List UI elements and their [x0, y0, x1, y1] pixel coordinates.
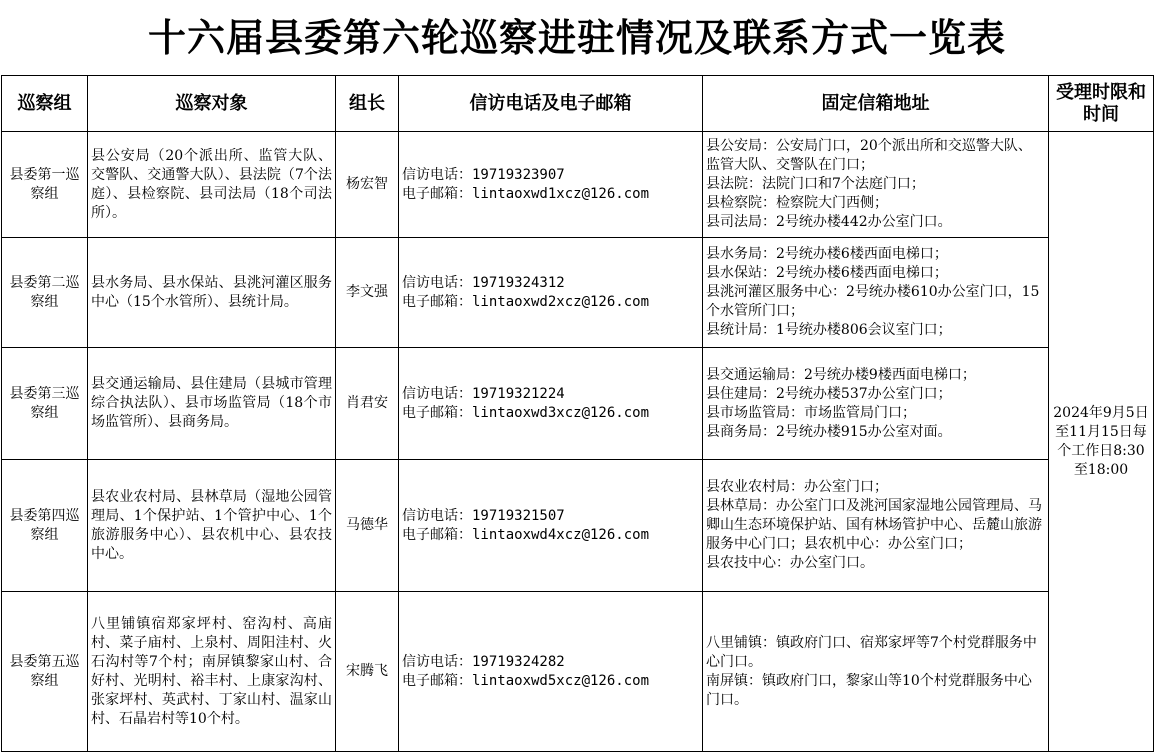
address-cell: [703, 238, 1049, 348]
address-line: 县水务局：2号统办楼6楼西面电梯口；: [706, 246, 948, 262]
email-link[interactable]: 电子邮箱：lintaoxwd1xcz@126.com: [402, 185, 650, 202]
address-cell: [703, 132, 1049, 238]
contact-cell: [399, 348, 703, 460]
address-line: 县司法局：2号统办楼442办公室门口。: [706, 214, 952, 230]
address-line: 县住建局：2号统办楼537办公室门口；: [706, 385, 952, 402]
address-line: 南屏镇：镇政府门口，黎家山等10个村党群服务中心门口。: [706, 672, 1032, 708]
header-time: 受理时限和时间: [1049, 76, 1154, 132]
email-link[interactable]: 电子邮箱：lintaoxwd2xcz@126.com: [402, 293, 650, 310]
address-cell: [703, 592, 1049, 752]
header-address: 固定信箱地址: [703, 76, 1049, 132]
phone-text: 信访电话：19719321507: [402, 507, 565, 524]
group-cell: 县委第一巡察组: [2, 132, 88, 238]
contact-cell: [399, 460, 703, 592]
group-cell: 县委第五巡察组: [2, 592, 88, 752]
table-row: [2, 348, 1154, 460]
header-group: 巡察组: [2, 76, 88, 132]
group-cell: 县委第二巡察组: [2, 238, 88, 348]
address-line: 县交通运输局：2号统办楼9楼西面电梯口；: [706, 366, 976, 383]
table-row: [2, 592, 1154, 752]
address-line: 县商务局：2号统办楼915办公室对面。: [706, 423, 952, 440]
phone-text: 信访电话：19719324312: [402, 274, 565, 291]
group-cell: 县委第三巡察组: [2, 348, 88, 460]
time-cell: 2024年9月5日至11月15日每个工作日8:30至18:00: [1049, 132, 1154, 752]
address-line: 县市场监管局：市场监管局门口；: [706, 404, 916, 421]
target-cell: 县农业农村局、县林草局（湿地公园管理局、1个保护站、1个管护中心、1个旅游服务中心）、县农机中心、县农技中心。: [88, 460, 336, 592]
address-line: 县统计局：1号统办楼806会议室门口；: [706, 322, 952, 338]
target-cell: 县公安局（20个派出所、监管大队、交警队、交通警大队）、县法院（7个法庭）、县检察院、县司法局（18个司法所）。: [88, 132, 336, 238]
address-line: 县水保站：2号统办楼6楼西面电梯口；: [706, 265, 948, 281]
contact-cell: [399, 132, 703, 238]
target-cell: 县水务局、县水保站、县洮河灌区服务中心（15个水管所）、县统计局。: [88, 238, 336, 348]
header-leader: 组长: [336, 76, 399, 132]
leader-cell: 宋腾飞: [336, 592, 399, 752]
address-line: 县农技中心：办公室门口。: [706, 555, 874, 571]
leader-cell: 杨宏智: [336, 132, 399, 238]
address-line: 县洮河灌区服务中心：2号统办楼610办公室门口，15个水管所门口；: [706, 284, 1040, 319]
table-row: [2, 460, 1154, 592]
phone-text: 信访电话：19719323907: [402, 166, 565, 183]
address-line: 县林草局：办公室门口及洮河国家湿地公园管理局、马卿山生态环境保护站、国有林场管护中心、岳麓山旅游服务中心门口；县农机中心：办公室门口；: [706, 498, 1042, 552]
leader-cell: 李文强: [336, 238, 399, 348]
target-cell: 县交通运输局、县住建局（县城市管理综合执法队）、县市场监管局（18个市场监管所）、县商务局。: [88, 348, 336, 460]
address-line: 县法院：法院门口和7个法庭门口；: [706, 176, 925, 192]
address-line: 县公安局：公安局门口，20个派出所和交巡警大队、监管大队、交警队在门口；: [706, 138, 1032, 173]
inspection-table: [1, 75, 1154, 752]
page-title: 十六届县委第六轮巡察进驻情况及联系方式一览表: [147, 15, 1006, 60]
email-link[interactable]: 电子邮箱：lintaoxwd3xcz@126.com: [402, 404, 650, 421]
table-row: [2, 238, 1154, 348]
leader-cell: 肖君安: [336, 348, 399, 460]
header-contact: 信访电话及电子邮箱: [399, 76, 703, 132]
email-link[interactable]: 电子邮箱：lintaoxwd5xcz@126.com: [402, 672, 650, 689]
phone-text: 信访电话：19719321224: [402, 385, 565, 402]
email-link[interactable]: 电子邮箱：lintaoxwd4xcz@126.com: [402, 526, 650, 543]
header-row: [2, 76, 1154, 132]
header-target: 巡察对象: [88, 76, 336, 132]
address-line: 县农业农村局：办公室门口；: [706, 479, 888, 495]
address-line: 县检察院：检察院大门西侧；: [706, 195, 888, 211]
contact-cell: [399, 238, 703, 348]
target-cell: 八里铺镇宿郑家坪村、窑沟村、高庙村、菜子庙村、上泉村、周阳洼村、火石沟村等7个村；南屏镇黎家山村、合好村、光明村、裕丰村、上康家沟村、张家坪村、英武村、丁家山村、温家山村、石晶岩村等10个村。: [88, 592, 336, 752]
address-cell: [703, 348, 1049, 460]
contact-cell: [399, 592, 703, 752]
table-row: [2, 132, 1154, 238]
leader-cell: 马德华: [336, 460, 399, 592]
phone-text: 信访电话：19719324282: [402, 653, 565, 670]
address-line: 八里铺镇：镇政府门口、宿郑家坪等7个村党群服务中心门口。: [706, 634, 1037, 670]
address-cell: [703, 460, 1049, 592]
group-cell: 县委第四巡察组: [2, 460, 88, 592]
